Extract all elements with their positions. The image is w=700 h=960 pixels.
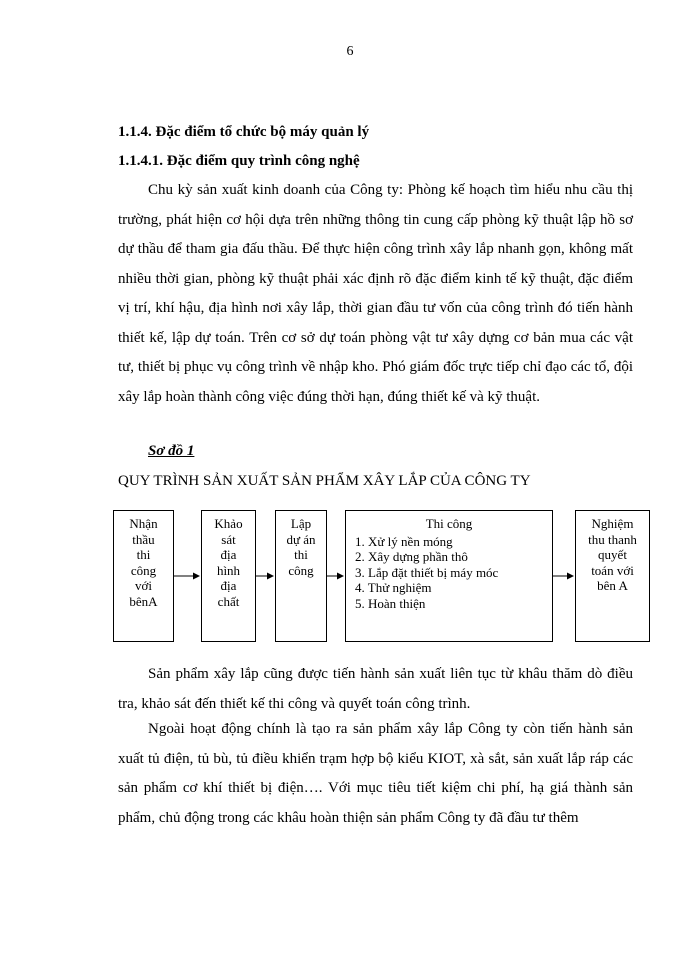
construction-item: 2. Xây dựng phần thô <box>355 549 468 564</box>
construction-item: 5. Hoàn thiện <box>355 595 426 611</box>
construction-item: 4. Thử nghiệm <box>355 580 432 595</box>
step-box-survey <box>201 510 256 642</box>
step-box-acceptance <box>575 510 650 642</box>
step-line: công <box>130 562 157 578</box>
step-line: địa <box>220 547 237 562</box>
step-line: chất <box>217 593 240 609</box>
section-heading: 1.1.4. Đặc điểm tổ chức bộ máy quản lý <box>118 124 370 140</box>
step-box-construction <box>345 510 553 642</box>
paragraph-other-activities: Ngoài hoạt động chính là tạo ra sản phẩm xây lắp Công ty còn tiến hành sản xuất tủ điện, tủ bù, tủ điều khiển trạm hợp bộ kiểu KIOT, xà sắt, sản xuất lắp ráp các sản phẩm cơ khí thiết bị điện…. Với mục tiêu tiết kiệm chi phí, hạ giá thành sản phẩm, chủ động trong các khâu hoàn thiện sản phẩm Công ty đã đầu tư thêm <box>118 721 633 826</box>
step-line: thu thanh <box>588 531 637 547</box>
diagram-label: Sơ đồ 1 <box>148 443 195 459</box>
paragraph-continuous-production: Sản phẩm xây lắp cũng được tiến hành sản xuất liên tục từ khâu thăm dò điều tra, khảo sát đến thiết kế thi công và quyết toán công trình. <box>118 666 633 712</box>
construction-item: 1. Xử lý nền móng <box>355 533 453 549</box>
step-line: thầu <box>132 531 155 547</box>
step-line: Nhận <box>129 516 158 531</box>
step-line: sát <box>221 531 236 547</box>
step-box-contract <box>113 510 174 642</box>
step-line: hình <box>216 562 241 578</box>
step-line: quyết <box>598 547 627 562</box>
step-line: thi <box>136 547 151 562</box>
paragraph-production-cycle: Chu kỳ sản xuất kinh doanh của Công ty: Phòng kế hoạch tìm hiểu nhu cầu thị trường, phát hiện cơ hội dựa trên những thông tin cung cấp phòng kỹ thuật lập hồ sơ dự thầu để tham gia đấu thầu. Để thực hiện công trình xây lắp nhanh gọn, không mất nhiều thời gian, phòng kỹ thuật phải xác định rõ đặc điểm kinh tế kỹ thuật, đặc điểm vị trí, khí hậu, địa hình nơi xây lắp, thời gian đầu tư vốn của công trình đó tiến hành thiết kế, lập dự toán. Trên cơ sở dự toán phòng vật tư xây dựng cơ bản mua các vật tư, thiết bị phục vụ công trình về nhập kho. Phó giám đốc trực tiếp chỉ đạo các tổ, đội xây lắp hoàn thành công việc đúng thời hạn, đúng thiết kế và kỹ thuật. <box>118 182 633 405</box>
step-line: bên A <box>597 578 628 593</box>
page-number: 6 <box>346 44 354 59</box>
step-line: toán với <box>591 562 634 578</box>
step-line: địa <box>220 578 237 593</box>
step-line: thi <box>294 547 308 562</box>
step-box-planning <box>275 510 327 642</box>
step-line: Lập <box>290 516 312 531</box>
diagram-title: QUY TRÌNH SẢN XUẤT SẢN PHẨM XÂY LẮP CỦA CÔNG TY <box>118 473 531 489</box>
construction-item: 3. Lắp đặt thiết bị máy móc <box>355 564 499 580</box>
step-line: công <box>288 562 314 578</box>
step-line: bênA <box>129 593 158 609</box>
step-line: với <box>135 578 152 593</box>
step-line: Nghiệm <box>591 516 634 531</box>
step-line: dự án <box>286 531 316 547</box>
subsection-heading: 1.1.4.1. Đặc điểm quy trình công nghệ <box>118 153 360 169</box>
step-line: Khảo <box>214 516 243 531</box>
construction-title: Thi công <box>425 516 473 531</box>
